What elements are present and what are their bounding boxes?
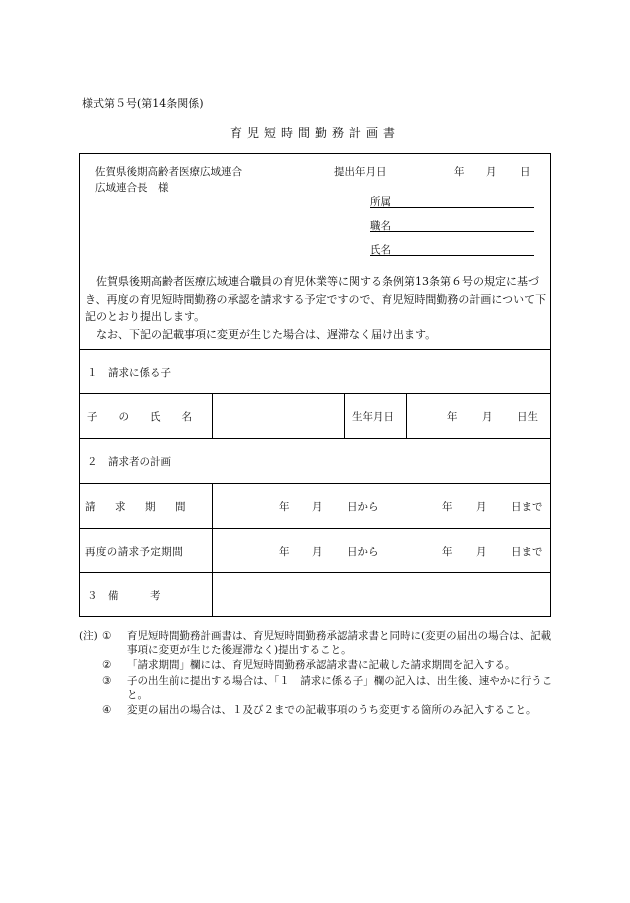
child-name-label: 子 の 氏 名: [87, 411, 192, 423]
request-period-label: 請 求 期 間: [85, 501, 185, 513]
submit-date-label: 提出年月日: [334, 166, 387, 178]
note-mark: ②: [102, 659, 112, 672]
body-paragraph-1: 佐賀県後期高齢者医療広域連合職員の育児休業等に関する条例第13条第６号の規定に基づき、再度の育児短時間勤務の承認を請求する予定ですので、育児短時間勤務の計画について下記のとおり提出します。: [85, 275, 547, 323]
remarks-label: ３ 備 考: [87, 590, 161, 602]
job-title-label: 職名: [370, 220, 391, 232]
divider: [79, 572, 551, 573]
document-title: 育児短時間勤務計画書: [229, 126, 400, 140]
request-from-year: 年: [279, 501, 290, 513]
note-mark: ①: [102, 630, 112, 642]
replan-period-label: 再度の請求予定期間: [85, 546, 184, 558]
birth-year: 年: [447, 411, 458, 423]
section-1-heading: １ 請求に係る子: [87, 367, 171, 379]
submit-month: 月: [486, 166, 497, 178]
request-from-day: 日から: [347, 501, 379, 513]
name-label: 氏名: [370, 244, 391, 256]
notes: [79, 629, 554, 718]
name-line: [370, 255, 534, 256]
replan-to-day: 日まで: [511, 546, 543, 558]
divider: [79, 393, 551, 394]
note-text: 子の出生前に提出する場合は、「１ 請求に係る子」欄の記入は、出生後、速やかに行うこと。: [127, 674, 553, 701]
addressee-org: 佐賀県後期高齢者医療広域連合: [95, 166, 242, 178]
replan-from-month: 月: [312, 546, 323, 558]
divider: [79, 349, 551, 350]
addressee-title: 広域連合長 様: [95, 182, 169, 194]
note-mark: ④: [102, 704, 112, 717]
request-to-month: 月: [476, 501, 487, 513]
replan-from-day: 日から: [347, 546, 379, 558]
birth-month: 月: [482, 411, 493, 423]
request-from-month: 月: [312, 501, 323, 513]
section-2-heading: ２ 請求者の計画: [87, 456, 171, 468]
replan-from-year: 年: [279, 546, 290, 558]
note-text: 育児短時間勤務計画書は、育児短時間勤務承認請求書と同時に(変更の届出の場合は、記載事項に変更が生じた後遅滞なく)提出すること。: [127, 630, 552, 657]
note-item: [79, 658, 554, 672]
divider: [79, 483, 551, 484]
submit-day: 日: [520, 166, 531, 178]
divider: [344, 393, 345, 438]
note-item: [79, 674, 554, 702]
divider: [212, 393, 213, 438]
divider: [212, 483, 213, 617]
affiliation-line: [370, 207, 534, 208]
note-text: 「請求期間」欄には、育児短時間勤務承認請求書に記載した請求期間を記入する。: [127, 659, 516, 672]
submit-year: 年: [454, 166, 465, 178]
divider: [79, 528, 551, 529]
note-text: 変更の届出の場合は、１及び２までの記載事項のうち変更する箇所のみ記入すること。: [127, 704, 537, 717]
divider: [79, 438, 551, 439]
birth-date-label: 生年月日: [352, 411, 394, 423]
replan-to-year: 年: [442, 546, 453, 558]
affiliation-label: 所属: [370, 196, 391, 208]
note-item: [79, 629, 554, 657]
job-title-line: [370, 231, 534, 232]
body-paragraph-2: なお、下記の記載事項に変更が生じた場合は、遅滞なく届け出ます。: [96, 328, 437, 341]
birth-day-suffix: 日生: [517, 411, 538, 423]
note-item: [79, 703, 554, 717]
request-to-year: 年: [442, 501, 453, 513]
notes-prefix: (注): [79, 630, 98, 642]
replan-to-month: 月: [476, 546, 487, 558]
note-mark: ③: [102, 674, 112, 687]
form-number: 様式第５号(第14条関係): [82, 97, 204, 110]
request-to-day: 日まで: [511, 501, 543, 513]
divider: [406, 393, 407, 438]
